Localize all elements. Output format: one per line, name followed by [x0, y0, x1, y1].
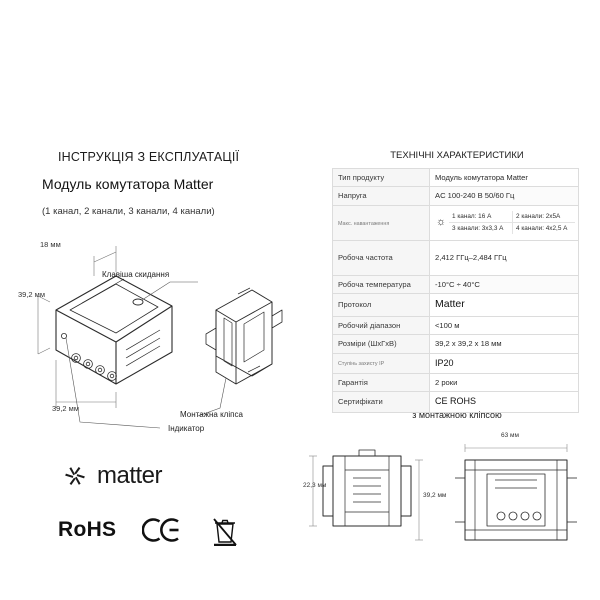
spec-key-label: Макс. навантаження [338, 221, 390, 228]
product-variants: (1 канал, 2 канали, 3 канали, 4 канали) [42, 206, 215, 217]
mount-diagram-svg [305, 430, 595, 570]
spec-key: Протокол [333, 294, 430, 316]
matter-logo [62, 462, 162, 490]
table-row [333, 392, 579, 412]
left-column [30, 150, 320, 217]
spec-value: IP20 [430, 353, 579, 373]
spec-table-title: ТЕХНІЧНІ ХАРАКТЕРИСТИКИ [390, 150, 524, 161]
power-cell: 3 канали: 3х3,3 А [449, 222, 512, 234]
product-diagram-svg [20, 232, 320, 472]
table-row [333, 187, 579, 205]
mount-diagram [305, 430, 595, 570]
table-row-max-load [333, 205, 579, 240]
spec-value: Matter [430, 294, 579, 316]
callout-indicator: Індикатор [168, 424, 205, 433]
mount-section-title: з монтажною кліпсою [412, 410, 502, 420]
callout-mounting-clip: Монтажна кліпса [180, 410, 243, 419]
spec-key-label: Ступінь захисту IP [338, 361, 385, 368]
spec-key: Робоча частота [333, 240, 430, 275]
sun-load-icon: ☼ [435, 216, 447, 229]
dimension-height: 18 мм [40, 240, 61, 249]
table-row [333, 353, 579, 373]
spec-key [333, 205, 430, 240]
power-cells [433, 211, 575, 234]
spec-value: <100 м [430, 316, 579, 334]
rohs-logo: RoHS [58, 518, 117, 541]
power-grid [449, 211, 575, 234]
table-row [333, 169, 579, 187]
weee-crossed-bin-icon [210, 514, 240, 546]
power-cell: 1 канал: 16 А [452, 212, 492, 220]
spec-value: AC 100-240 В 50/60 Гц [430, 187, 579, 205]
callout-reset-button: Клавіша скидання [102, 270, 170, 279]
table-row [333, 275, 579, 293]
spec-table [332, 168, 579, 413]
spec-value: CE ROHS [430, 392, 579, 412]
dimension-bottom: 39,2 мм [52, 404, 79, 413]
spec-value [430, 205, 579, 240]
table-row [333, 316, 579, 334]
dimension-mount-depth: 39,2 мм [423, 492, 447, 499]
spec-value: -10°C ÷ 40°C [430, 275, 579, 293]
logo-area [40, 462, 290, 562]
table-row [333, 294, 579, 316]
product-name: Модуль комутатора Matter [42, 176, 214, 192]
spec-key: Робоча температура [333, 275, 430, 293]
dimension-left: 39,2 мм [18, 290, 45, 299]
matter-mark-icon [62, 463, 88, 489]
page-title: ІНСТРУКЦІЯ З ЕКСПЛУАТАЦІЇ [58, 150, 240, 164]
dimension-mount-side-height: 22,3 мм [303, 482, 327, 489]
spec-key: Напруга [333, 187, 430, 205]
spec-value: 2 роки [430, 373, 579, 391]
table-row [333, 240, 579, 275]
spec-key: Тип продукту [333, 169, 430, 187]
spec-key: Розміри (ШхГхВ) [333, 335, 430, 353]
table-row [333, 335, 579, 353]
dimension-mount-width: 63 мм [501, 432, 519, 439]
product-diagram [20, 232, 320, 472]
spec-key: Робочий діапазон [333, 316, 430, 334]
table-row [333, 373, 579, 391]
power-cell: 2 канали: 2х5А [512, 211, 575, 222]
certification-row [58, 514, 240, 546]
spec-key: Сертифікати [333, 392, 430, 412]
spec-key [333, 353, 430, 373]
spec-key: Гарантія [333, 373, 430, 391]
spec-value: 39,2 x 39,2 x 18 мм [430, 335, 579, 353]
matter-wordmark: matter [97, 462, 163, 489]
spec-value: 2,412 ГГц–2,484 ГГц [430, 240, 579, 275]
power-cell: 4 канали: 4х2,5 А [512, 222, 575, 234]
spec-value: Модуль комутатора Matter [430, 169, 579, 187]
ce-logo-icon [142, 515, 184, 545]
